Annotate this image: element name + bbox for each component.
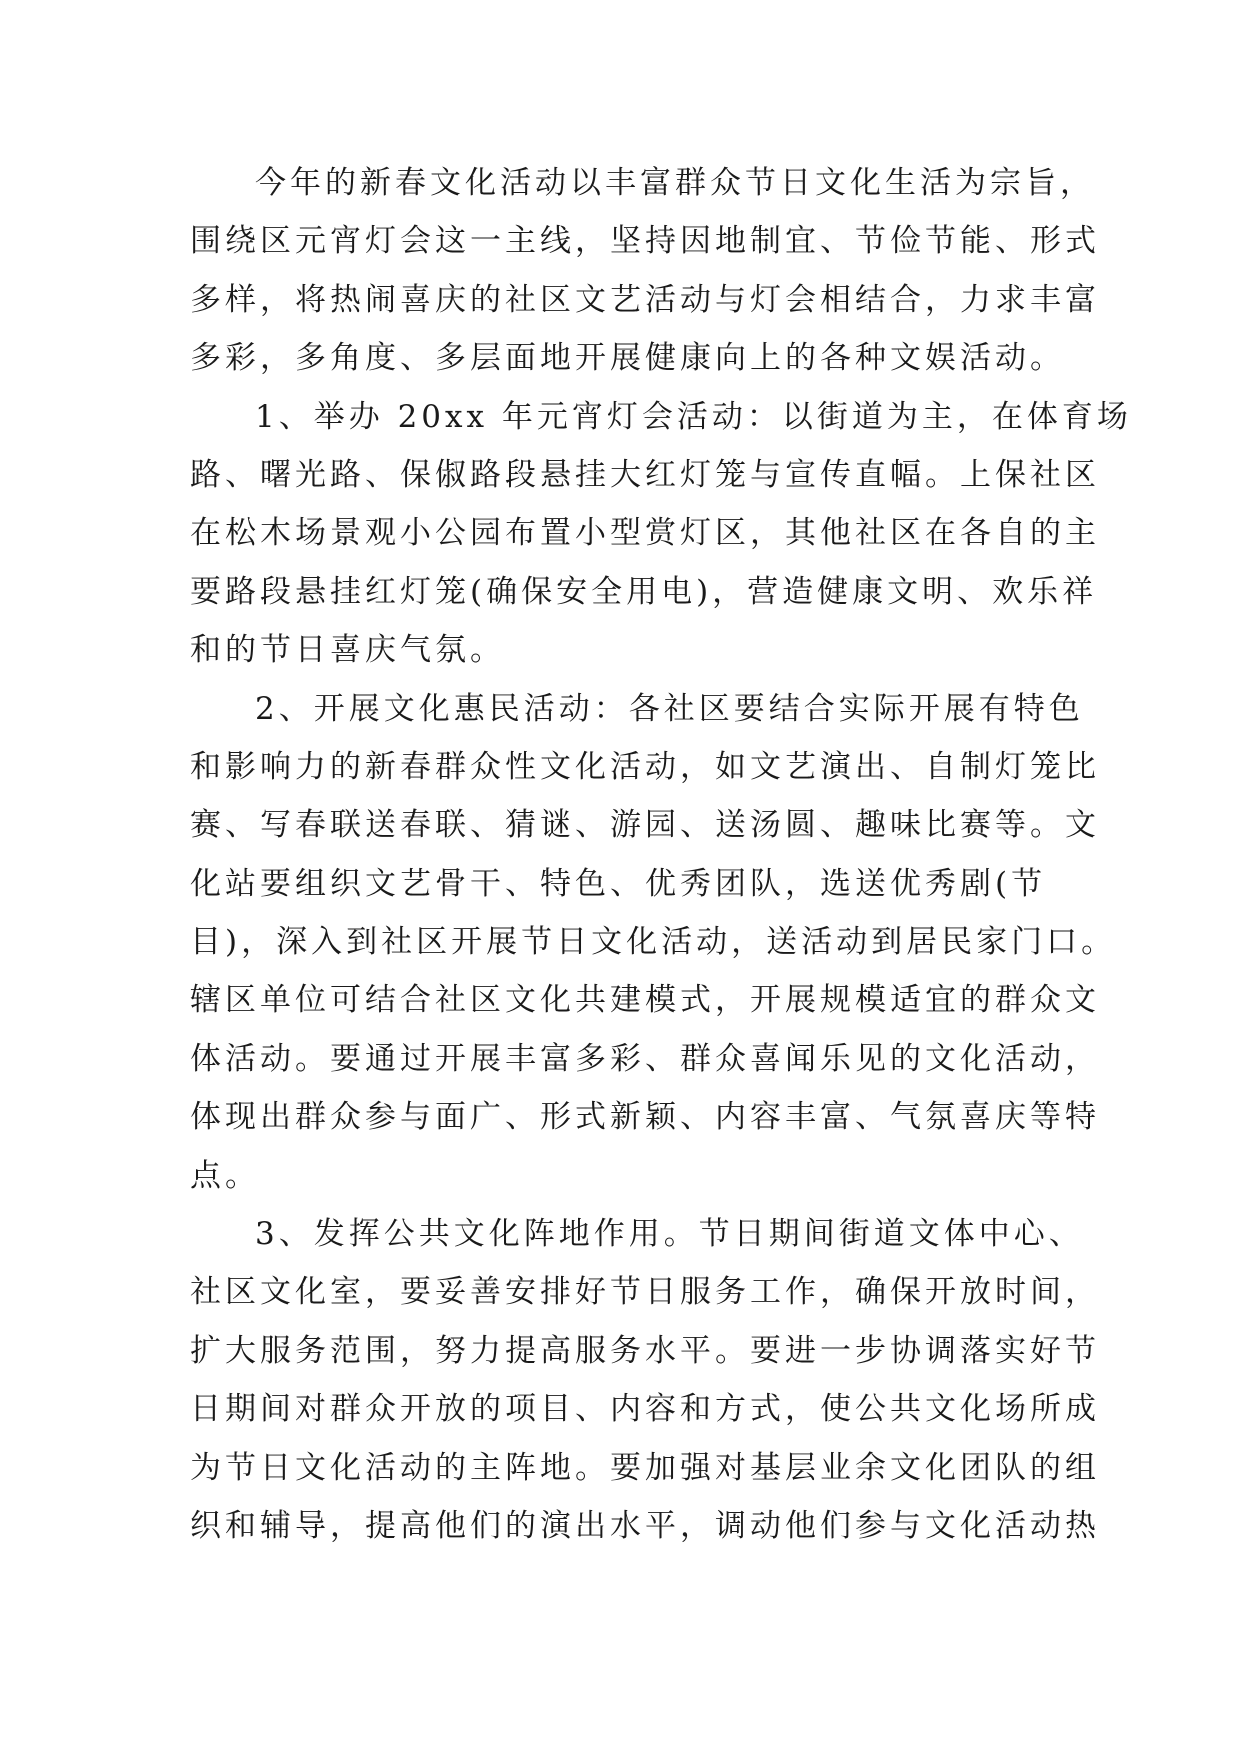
text-line: 体活动。要通过开展丰富多彩、群众喜闻乐见的文化活动，: [190, 1040, 1100, 1077]
text-line: 为节日文化活动的主阵地。要加强对基层业余文化团队的组: [190, 1449, 1100, 1486]
text-line: 要路段悬挂红灯笼(确保安全用电)，营造健康文明、欢乐祥: [190, 573, 1098, 610]
text-line: 赛、写春联送春联、猜谜、游园、送汤圆、趣味比赛等。文: [190, 807, 1100, 844]
paragraph-item-1: [190, 388, 1132, 680]
paragraph-item-3: [190, 1205, 1100, 1555]
text-line: 和的节日喜庆气氛。: [190, 632, 505, 669]
paragraph-intro: [190, 154, 1100, 388]
text-line: 多样，将热闹喜庆的社区文艺活动与灯会相结合，力求丰富: [190, 281, 1100, 318]
text-line: 多彩，多角度、多层面地开展健康向上的各种文娱活动。: [190, 340, 1065, 377]
text-line: 3、发挥公共文化阵地作用。节日期间街道文体中心、: [255, 1216, 1084, 1253]
text-line: 在松木场景观小公园布置小型赏灯区，其他社区在各自的主: [190, 515, 1100, 552]
text-line: 体现出群众参与面广、形式新颖、内容丰富、气氛喜庆等特: [190, 1099, 1100, 1136]
text-line: 社区文化室，要妥善安排好节日服务工作，确保开放时间，: [190, 1274, 1100, 1311]
text-line: 点。: [190, 1157, 260, 1194]
text-line: 1、举办 20xx 年元宵灯会活动：以街道为主，在体育场: [255, 398, 1132, 435]
text-line: 化站要组织文艺骨干、特色、优秀团队，选送优秀剧(节: [190, 865, 1047, 902]
text-line: 扩大服务范围，努力提高服务水平。要进一步协调落实好节: [190, 1332, 1100, 1369]
text-line: 目)，深入到社区开展节日文化活动，送活动到居民家门口。: [190, 924, 1117, 961]
text-line: 织和辅导，提高他们的演出水平，调动他们参与文化活动热: [190, 1507, 1100, 1544]
text-line: 路、曙光路、保俶路段悬挂大红灯笼与宣传直幅。上保社区: [190, 456, 1100, 493]
document-body: [190, 154, 1132, 1555]
text-line: 今年的新春文化活动以丰富群众节日文化生活为宗旨，: [255, 165, 1095, 201]
text-line: 2、开展文化惠民活动：各社区要结合实际开展有特色: [255, 690, 1084, 727]
text-line: 和影响力的新春群众性文化活动，如文艺演出、自制灯笼比: [190, 748, 1100, 785]
text-line: 日期间对群众开放的项目、内容和方式，使公共文化场所成: [190, 1391, 1100, 1428]
text-line: 围绕区元宵灯会这一主线，坚持因地制宜、节俭节能、形式: [190, 223, 1100, 260]
paragraph-item-2: [190, 680, 1117, 1206]
text-line: 辖区单位可结合社区文化共建模式，开展规模适宜的群众文: [190, 982, 1100, 1019]
